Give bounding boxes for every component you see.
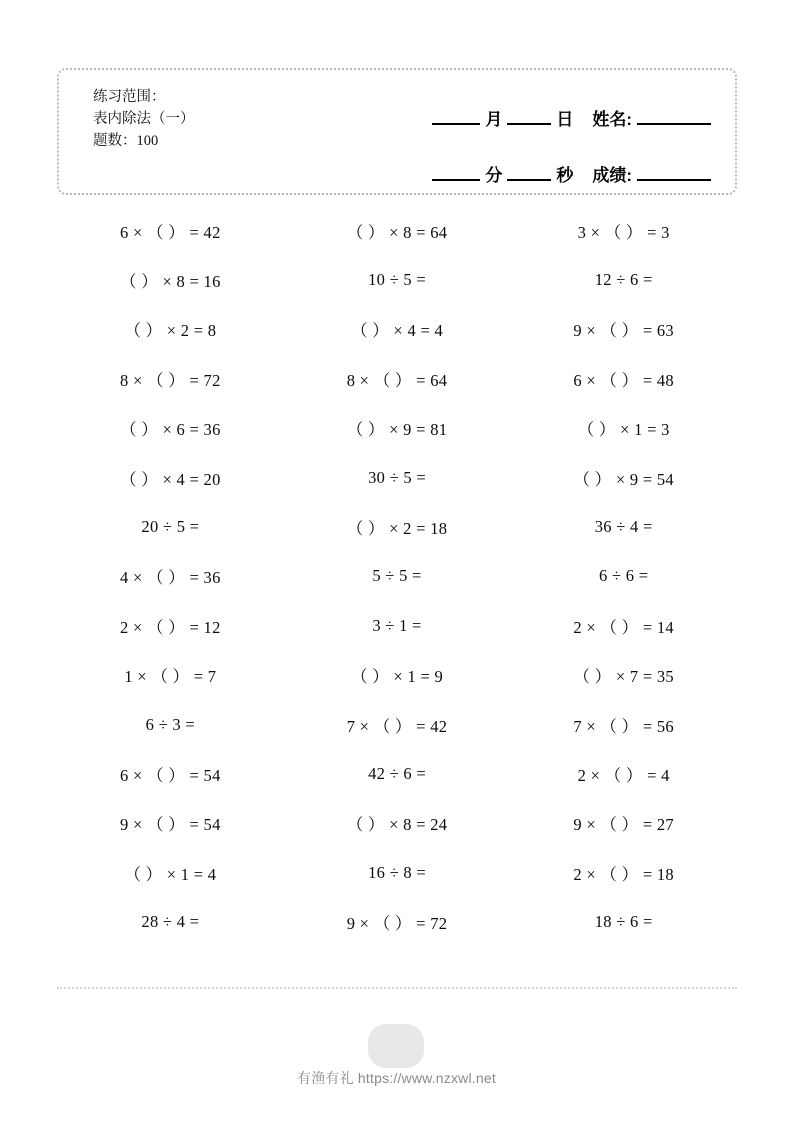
day-blank-rule[interactable] [507,123,551,125]
problem-item[interactable]: 8 × （ ） = 72 [120,370,221,390]
problem-item[interactable]: 7 × （ ） = 42 [346,716,448,736]
problem-row [57,848,737,897]
footer-credit: 有渔有礼 https://www.nzxwl.net [297,1070,496,1086]
problem-item[interactable]: 2 × （ ） = 4 [577,765,670,785]
problem-item[interactable]: 3 × （ ） = 3 [577,222,670,242]
problem-row [57,700,737,749]
problem-item[interactable]: 2 × （ ） = 14 [573,617,674,637]
problem-row [57,749,737,798]
second-blank-rule[interactable] [507,179,551,181]
problem-item[interactable]: 30 ÷ 5 = [368,467,426,487]
problem-row [57,255,737,304]
practice-scope-label: 练习范围： [93,89,166,105]
student-meta-block [368,84,713,186]
problem-item[interactable]: 5 ÷ 5 = [372,566,422,586]
problem-item[interactable]: 28 ÷ 4 = [141,912,200,932]
problem-item[interactable]: 9 × （ ） = 63 [573,321,674,341]
problem-count-label: 题数：100 [93,133,159,149]
problem-item[interactable]: 9 × （ ） = 27 [573,815,674,835]
problem-item[interactable]: 10 ÷ 5 = [368,270,426,290]
problem-item[interactable]: 6 × （ ） = 42 [120,222,221,242]
problem-item[interactable]: 20 ÷ 5 = [141,517,200,537]
problem-item[interactable]: 6 ÷ 6 = [599,566,649,586]
problem-item[interactable]: （ ） × 2 = 8 [124,321,217,341]
footer-watermark-blob [368,1024,424,1068]
score-label: 成绩: [592,166,632,185]
problem-item[interactable]: 42 ÷ 6 = [368,763,426,783]
problem-item[interactable]: （ ） × 8 = 24 [346,815,448,835]
problems-grid [57,206,737,947]
problem-row [57,305,737,354]
problem-item[interactable]: 3 ÷ 1 = [372,615,422,635]
second-label: 秒 [556,166,574,185]
problem-item[interactable]: 9 × （ ） = 54 [120,815,221,835]
problem-row [57,453,737,502]
practice-scope-value: 表内除法（一） [93,111,195,127]
score-blank-rule[interactable] [637,179,711,181]
problem-item[interactable]: 8 × （ ） = 64 [346,370,448,390]
problem-item[interactable]: 7 × （ ） = 56 [573,716,674,736]
problem-item[interactable]: 6 × （ ） = 48 [573,370,674,390]
problem-item[interactable]: （ ） × 1 = 9 [350,667,444,687]
date-name-row [368,84,713,130]
problem-item[interactable]: （ ） × 9 = 81 [346,420,448,440]
problem-item[interactable]: （ ） × 7 = 35 [573,667,674,687]
problem-row [57,206,737,255]
name-label: 姓名: [592,110,632,129]
minute-blank-rule[interactable] [432,179,480,181]
problem-item[interactable]: 18 ÷ 6 = [594,912,653,932]
problem-item[interactable]: 2 × （ ） = 18 [573,864,674,884]
problem-item[interactable]: 6 ÷ 3 = [145,714,195,734]
problem-item[interactable]: （ ） × 6 = 36 [120,420,221,440]
problem-item[interactable]: （ ） × 8 = 16 [120,272,221,292]
worksheet-header-box [57,68,737,195]
practice-info-block [93,86,195,152]
day-label: 日 [556,110,574,129]
time-score-row [368,140,713,186]
problem-row [57,404,737,453]
problem-row [57,799,737,848]
problem-item[interactable]: （ ） × 9 = 54 [573,469,674,489]
problem-item[interactable]: （ ） × 2 = 18 [346,519,448,539]
problem-row [57,354,737,403]
problem-row [57,897,737,946]
problem-item[interactable]: （ ） × 1 = 3 [577,420,670,440]
problem-row [57,552,737,601]
problem-item[interactable]: 12 ÷ 6 = [594,270,653,290]
problem-item[interactable]: 36 ÷ 4 = [594,517,653,537]
problem-item[interactable]: 16 ÷ 8 = [368,862,426,882]
problem-item[interactable]: 1 × （ ） = 7 [124,667,217,687]
problem-item[interactable]: 2 × （ ） = 12 [120,617,221,637]
month-blank-rule[interactable] [432,123,480,125]
problem-row [57,502,737,551]
problem-row [57,651,737,700]
problem-item[interactable]: （ ） × 4 = 4 [350,321,444,341]
footer-divider [57,987,737,989]
problem-item[interactable]: （ ） × 4 = 20 [120,469,221,489]
problem-item[interactable]: 6 × （ ） = 54 [120,765,221,785]
problem-item[interactable]: （ ） × 8 = 64 [346,222,448,242]
problem-item[interactable]: 9 × （ ） = 72 [346,914,448,934]
minute-label: 分 [485,166,503,185]
problem-row [57,601,737,650]
name-blank-rule[interactable] [637,123,711,125]
problem-item[interactable]: （ ） × 1 = 4 [124,864,217,884]
month-label: 月 [485,110,503,129]
problem-item[interactable]: 4 × （ ） = 36 [120,568,221,588]
